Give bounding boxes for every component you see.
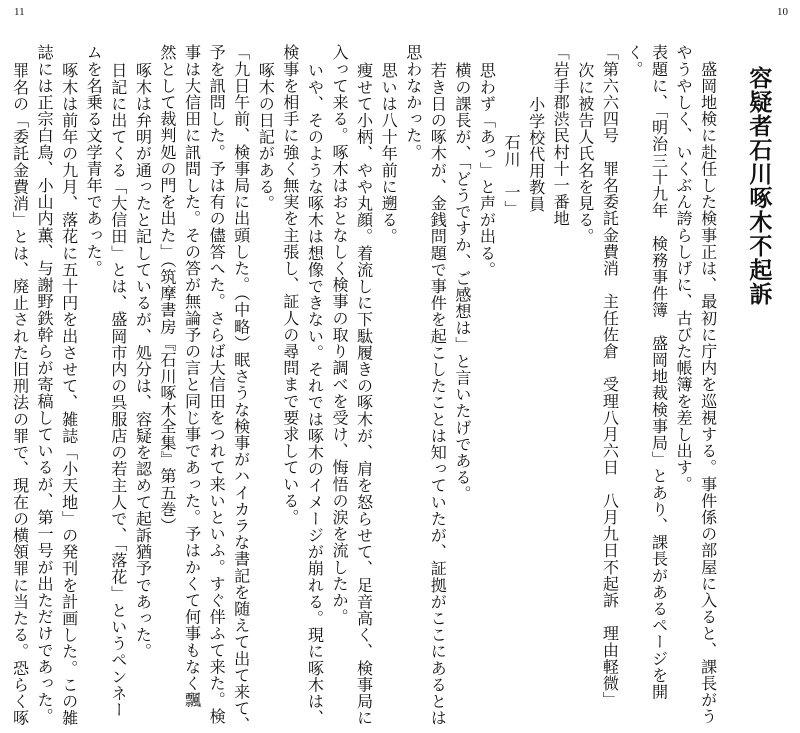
text-line: 「九日午前、検事局に出頭した。（中略）眠さうな検事がハイカラな書記を随えて出て来て、 xyxy=(231,44,251,733)
text-line: 「岩手郡渋民村十一番地 xyxy=(550,44,570,227)
vertical-text-body xyxy=(8,44,786,733)
text-line: 罪名の「委託金費消」とは、廃止された旧刑法の罪で、現在の横領罪に当たる。恐らく啄 xyxy=(10,62,29,726)
text-line: 横の課長が、「どうですか、ご感想は」と言いたげである。 xyxy=(452,62,472,503)
text-line: 検事を相手に強く無実を主張し、証人の尋問まで要求している。 xyxy=(280,44,300,526)
margin-spacer xyxy=(776,44,786,634)
text-line: いや、そのような啄木は想像できない。それでは啄木のイメージが崩れる。現に啄木は、 xyxy=(304,62,324,726)
text-line: 小学校代用教員 xyxy=(526,96,546,213)
text-line: 盛岡地検に赴任した検事正は、最初に庁内を巡視する。事件係の部屋に入ると、課長がう xyxy=(698,44,718,725)
text-line: 誌には正宗白鳥、小山内薫、与謝野鉄幹らが寄稿しているが、第一号が出ただけであった。 xyxy=(34,44,54,725)
text-line: 啄木は弁明が通ったと記しているが、処分は、容疑を認めて起訴猶予であった。 xyxy=(132,62,152,660)
text-line: 予を訊問した。予は有の儘答へた。さらば大信田をつれて来いといふ。すぐ伴ふて来た。検 xyxy=(206,44,226,725)
text-line: 「第六六四号 罪名委託金費消 主任佐倉 受理八月六日 八月九日不起訴 理由軽微」 xyxy=(599,44,619,708)
title-spacer xyxy=(721,44,731,634)
text-line: 入って来る。啄木はおとなしく検事の取り調べを受け、悔悟の涙を流したか。 xyxy=(329,44,349,625)
text-line: ムを名乗る文学青年であった。 xyxy=(83,44,103,277)
text-line: 表題に、「明治三十九年 検務事件簿 盛岡地裁検事局」とあり、課長があるページを開 xyxy=(649,44,669,700)
text-line: 若き日の啄木が、金銭問題で事件を起こしたことは知っていたが、証拠がここにあるとは xyxy=(427,62,447,726)
text-line: 思わず「あっ」と声が出る。 xyxy=(476,62,496,278)
text-line: 事は大信田に訊問した。その答が無論予の言と同じ事であった。予はかくて何事もなく飄 xyxy=(182,44,202,708)
article-title: 容疑者石川啄木不起訴 xyxy=(745,66,773,306)
text-line: く。 xyxy=(624,44,644,78)
text-line: 日記に出てくる「大信田」とは、盛岡市内の呉服店の若主人で、「落花」というペンネー xyxy=(108,62,128,718)
page-number-right: 10 xyxy=(777,6,788,18)
text-line: 次に被告人氏名を見る。 xyxy=(575,62,595,245)
text-line: 思いは八十年前に遡る。 xyxy=(378,62,398,245)
text-line: 石川 一」 xyxy=(501,134,521,217)
page-number-left: 11 xyxy=(14,6,25,18)
text-line: 啄木の日記がある。 xyxy=(255,62,275,212)
text-line: やうやしく、いくぶん誇らしげに、古びた帳簿を差し出す。 xyxy=(673,44,693,493)
text-line: 痩せて小柄、やや丸顔。着流しに下駄履きの啄木が、肩を怒らせて、足音高く、検事局に xyxy=(354,62,374,726)
text-line: 啄木は前年の九月、落花に五十円を出させて、雑誌「小天地」の発刊を計画した。この雑 xyxy=(59,62,79,726)
text-line: 思わなかった。 xyxy=(403,44,423,161)
text-line: 然として裁判処の門を出た」（筑摩書房『石川啄木全集』第五巻） xyxy=(157,44,177,534)
